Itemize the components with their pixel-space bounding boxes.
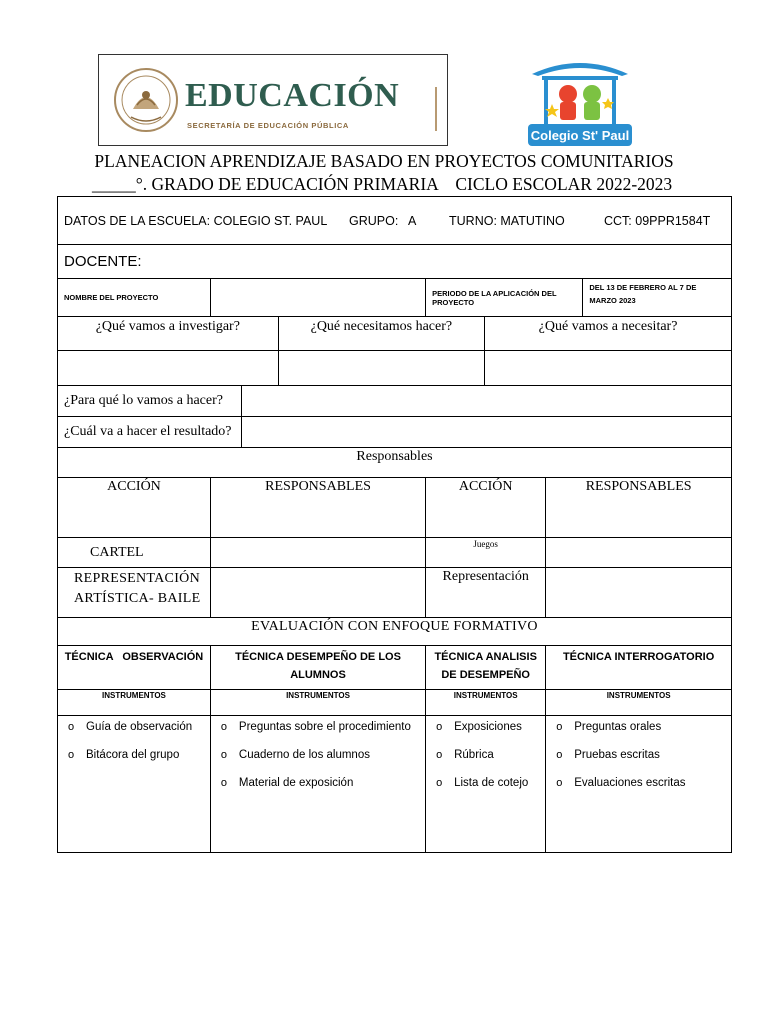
school-name: DATOS DE LA ESCUELA: COLEGIO ST. PAUL (64, 213, 328, 228)
cartel-row (58, 538, 732, 568)
list-item: o Rúbrica (432, 746, 539, 764)
list-item: o Cuaderno de los alumnos (217, 746, 419, 764)
list-item: o Lista de cotejo (432, 774, 539, 792)
questions-header-row (58, 317, 732, 351)
sep-logo (98, 54, 448, 146)
tecnica-observacion: TÉCNICA OBSERVACIÓN (64, 651, 204, 663)
tecnica-interrogatorio: TÉCNICA INTERROGATORIO (562, 651, 715, 663)
edu-subtitle: SECRETARÍA DE EDUCACIÓN PÚBLICA (187, 121, 349, 130)
question-hacer: ¿Qué necesitamos hacer? (310, 319, 453, 334)
tecnica-desempeno: TÉCNICA DESEMPEÑO DE LOS ALUMNOS (235, 651, 401, 681)
instrumentos-label-2: INSTRUMENTOS (286, 691, 350, 700)
action-representacion: Representación (442, 569, 529, 584)
responsables-label-2: RESPONSABLES (585, 479, 692, 494)
responsable-representacion-artistica[interactable] (210, 568, 425, 618)
title-line-2: _____°. GRADO DE EDUCACIÓN PRIMARIA CICLO ESCOLAR 2022-2023 (92, 174, 673, 194)
instrument-list-4 (552, 718, 725, 792)
responsables-label-1: RESPONSABLES (265, 479, 371, 494)
list-item: o Guía de observación (64, 718, 204, 736)
period-value: DEL 13 DE FEBRERO AL 7 DE MARZO 2023 (589, 283, 697, 305)
project-name-value[interactable] (210, 279, 425, 317)
instrument-list-1 (64, 718, 204, 764)
result-row (58, 417, 732, 448)
instrument-list-3 (432, 718, 539, 792)
instrumentos-label-3: INSTRUMENTOS (453, 691, 518, 700)
teacher-label: DOCENTE: (64, 252, 142, 270)
action-juegos: Juegos (473, 539, 498, 549)
project-name-label: NOMBRE DEL PROYECTO (64, 293, 159, 302)
mexican-seal-icon (113, 65, 179, 135)
instrument-list-2 (217, 718, 419, 792)
cct: CCT: 09PPR1584T (604, 213, 711, 228)
action-cartel: CARTEL (90, 544, 144, 560)
title-line-1: PLANEACION APRENDIZAJE BASADO EN PROYECTOS COMUNITARIOS (94, 151, 674, 171)
answer-hacer[interactable] (278, 351, 484, 386)
group: GRUPO: A (349, 213, 417, 228)
project-row (58, 279, 732, 317)
shift: TURNO: MATUTINO (449, 213, 565, 228)
action-label-2: ACCIÓN (458, 479, 513, 494)
instrumentos-label-4: INSTRUMENTOS (606, 691, 671, 700)
action-header-row (58, 478, 732, 538)
school-logo (526, 54, 634, 148)
representacion-row (58, 568, 732, 618)
evaluacion-heading: EVALUACIÓN CON ENFOQUE FORMATIVO (251, 619, 538, 634)
planning-table (57, 196, 732, 853)
tecnicas-row (58, 646, 732, 690)
question-necesitar: ¿Qué vamos a necesitar? (538, 319, 678, 334)
question-para-que: ¿Para qué lo vamos a hacer? (64, 393, 223, 408)
responsable-cartel[interactable] (210, 538, 425, 568)
action-label-1: ACCIÓN (107, 479, 161, 494)
instrumentos-row (58, 690, 732, 716)
edu-title: EDUCACIÓN (185, 77, 400, 114)
instrumentos-label-1: INSTRUMENTOS (102, 691, 166, 700)
list-item: o Material de exposición (217, 774, 419, 792)
list-item: o Preguntas sobre el procedimiento (217, 718, 419, 736)
answer-resultado[interactable] (241, 417, 732, 448)
answer-investigar[interactable] (58, 351, 279, 386)
list-item: o Evaluaciones escritas (552, 774, 725, 792)
answer-necesitar[interactable] (485, 351, 732, 386)
questions-answer-row (58, 351, 732, 386)
list-item: o Bitácora del grupo (64, 746, 204, 764)
period-label: PERIODO DE LA APLICACIÓN DEL PROYECTO (432, 288, 557, 307)
responsable-juegos[interactable] (546, 538, 732, 568)
school-logo-text: Colegio St' Paul (530, 128, 630, 143)
evaluacion-heading-row (58, 618, 732, 646)
responsable-representacion[interactable] (546, 568, 732, 618)
teacher-row (58, 245, 732, 279)
responsables-heading: Responsables (356, 449, 433, 464)
instrument-lists-row (58, 716, 732, 853)
responsables-heading-row (58, 448, 732, 478)
list-item: o Exposiciones (432, 718, 539, 736)
list-item: o Preguntas orales (552, 718, 725, 736)
divider (435, 87, 437, 131)
answer-para-que[interactable] (241, 386, 732, 417)
list-item: o Pruebas escritas (552, 746, 725, 764)
action-representacion-artistica: REPRESENTACIÓN ARTÍSTICA- BAILE (74, 571, 201, 606)
question-investigar: ¿Qué vamos a investigar? (95, 319, 240, 334)
question-resultado: ¿Cuál va a hacer el resultado? (64, 424, 232, 439)
tecnica-analisis: TÉCNICA ANALISIS DE DESEMPEÑO (434, 651, 537, 681)
purpose-row (58, 386, 732, 417)
school-data-row (58, 197, 732, 245)
